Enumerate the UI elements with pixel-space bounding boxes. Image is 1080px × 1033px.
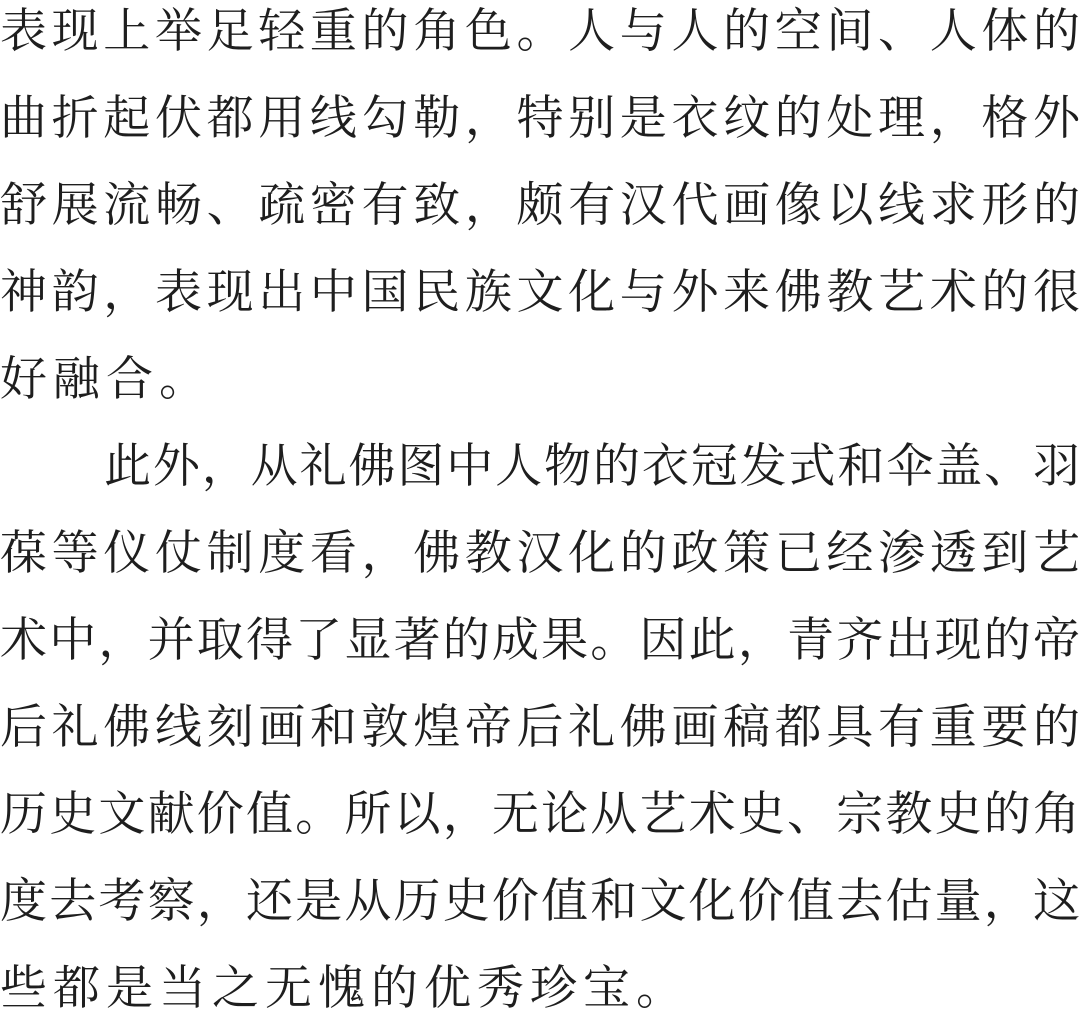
- text-line: 神韵，表现出中国民族文化与外来佛教艺术的很: [0, 265, 1080, 320]
- text-line: 度去考察，还是从历史价值和文化价值去估量，这: [0, 874, 1080, 929]
- text-line: 表现上举足轻重的角色。人与人的空间、人体的: [0, 4, 1080, 59]
- text-line: 些都是当之无愧的优秀珍宝。: [0, 961, 689, 1016]
- text-line: 历史文献价值。所以，无论从艺术史、宗教史的角: [0, 787, 1080, 842]
- paragraph-first-line: 此外，从礼佛图中人物的衣冠发式和伞盖、羽: [104, 439, 1080, 494]
- text-line: 后礼佛线刻画和敦煌帝后礼佛画稿都具有重要的: [0, 700, 1080, 755]
- text-line: 曲折起伏都用线勾勒，特别是衣纹的处理，格外: [0, 91, 1080, 146]
- text-line: 术中，并取得了显著的成果。因此，青齐出现的帝: [0, 613, 1080, 668]
- text-line: 葆等仪仗制度看，佛教汉化的政策已经渗透到艺: [0, 526, 1080, 581]
- text-line: 好融合。: [0, 352, 212, 407]
- text-line: 舒展流畅、疏密有致，颇有汉代画像以线求形的: [0, 178, 1080, 233]
